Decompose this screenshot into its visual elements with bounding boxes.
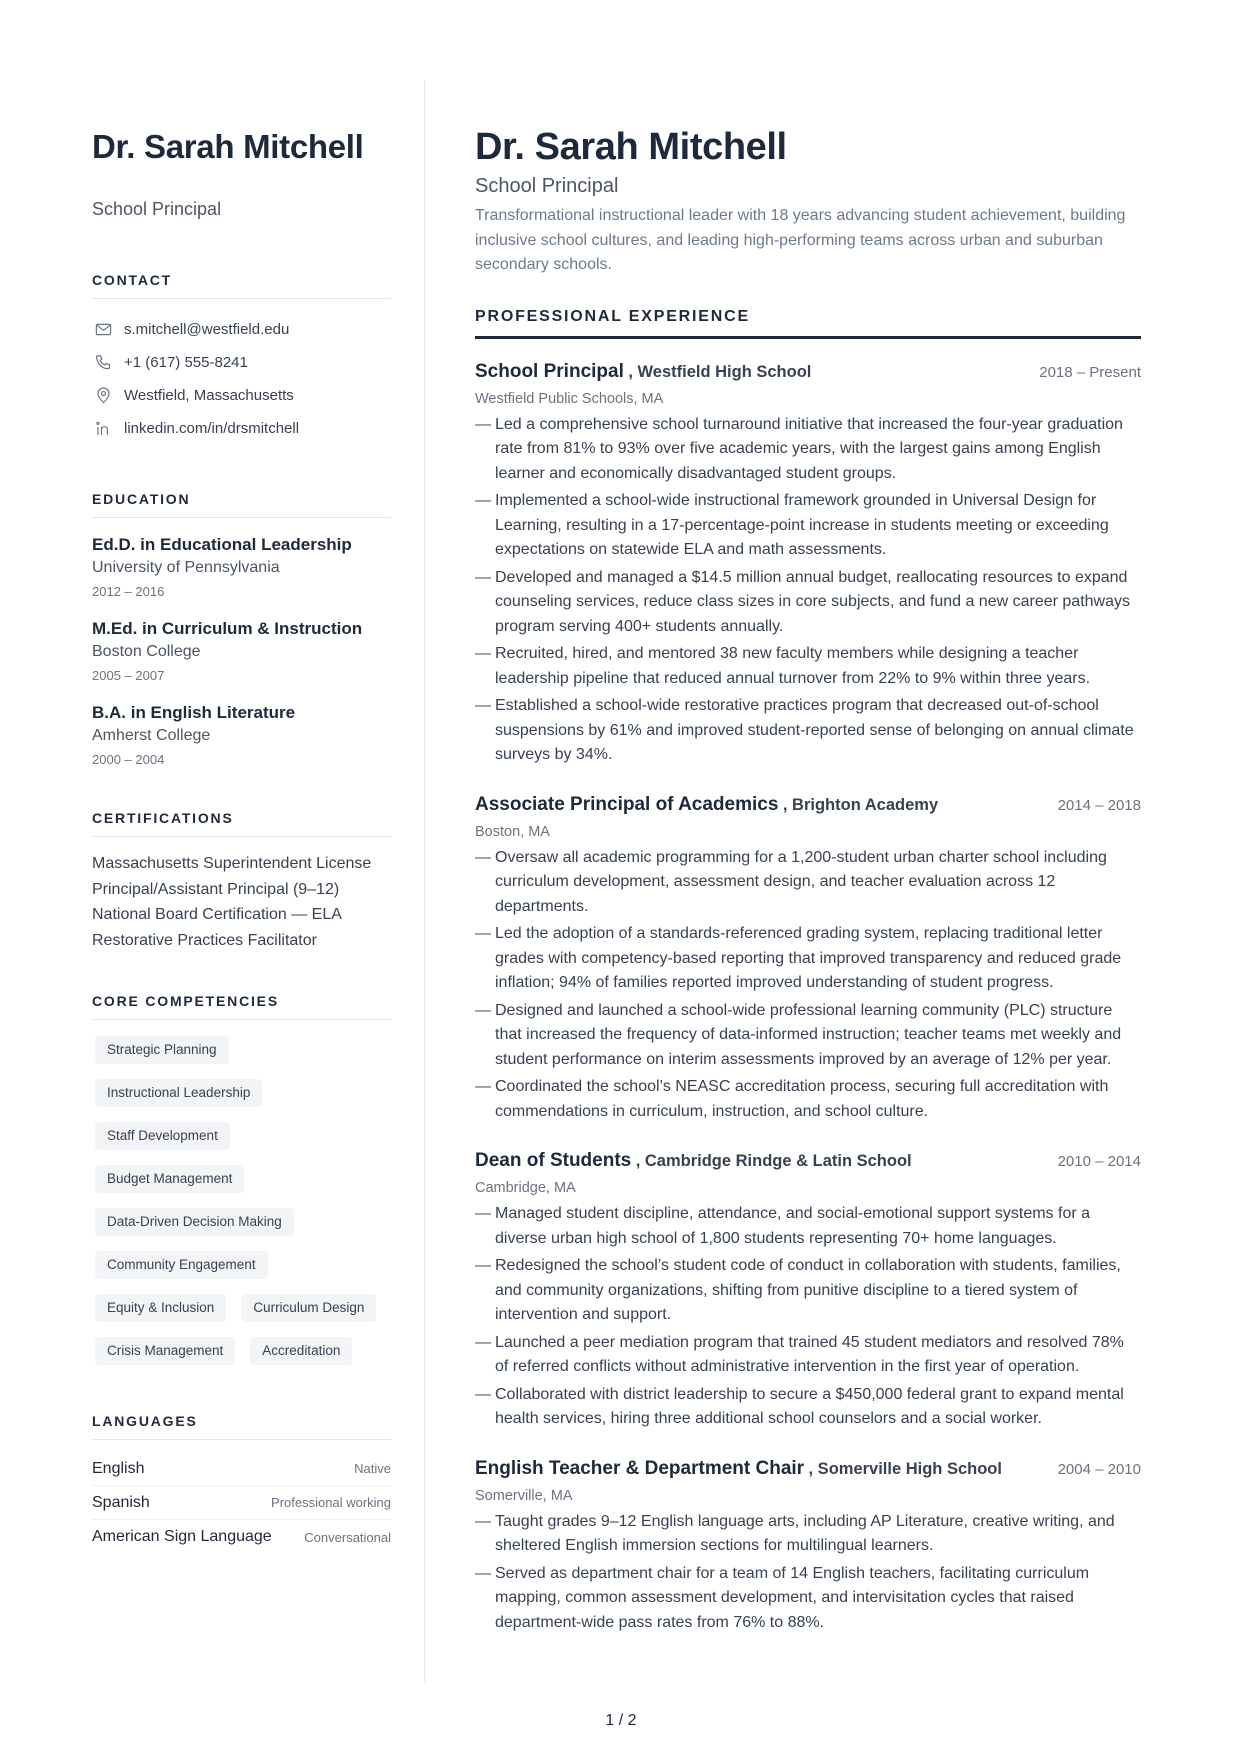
competency-chip: Instructional Leadership (95, 1079, 262, 1107)
competency-chip: Accreditation (250, 1337, 352, 1365)
bullet-item: — Managed student discipline, attendance, and social-emotional support systems for a diverse urban high school of 1,800 students representing 70+ home languages. (475, 1202, 1141, 1251)
main-title: School Principal (475, 175, 619, 197)
job-header (475, 1150, 1141, 1172)
certifications-section (92, 810, 391, 953)
main-content (475, 126, 1141, 1638)
linkedin-icon (92, 418, 114, 440)
competency-chip: Data-Driven Decision Making (95, 1208, 294, 1236)
language-row (92, 1452, 391, 1486)
contact-location (92, 379, 391, 412)
bullet-text: Designed and launched a school-wide professional learning community (PLC) structure that increased the frequency of data-informed instruction; teacher teams met weekly and student performance on interim assessments improved by an average of 12% per year. (495, 1001, 1122, 1068)
job-dates: 2014 – 2018 (1057, 796, 1141, 814)
bullet-item: — Oversaw all academic programming for a 1,200-student urban charter school including curriculum development, assessment design, and teacher evaluation across 12 departments. (475, 846, 1141, 920)
job-title: School Principal (475, 360, 624, 382)
job-location: Boston, MA (475, 823, 550, 840)
bullet-item: — Served as department chair for a team of 14 English teachers, facilitating curriculum mapping, common assessment development, and intervisitation cycles that raised department-wide pass rates from 76% to 88%. (475, 1562, 1141, 1636)
job-bullets (475, 1510, 1141, 1636)
job-header (475, 1458, 1141, 1480)
column-divider (424, 80, 425, 1682)
job-entry (475, 1458, 1141, 1636)
competency-chip: Staff Development (95, 1122, 230, 1150)
language-name: English (92, 1459, 145, 1477)
competency-chip: Equity & Inclusion (95, 1294, 226, 1322)
language-name: Spanish (92, 1493, 150, 1511)
bullet-text: Launched a peer mediation program that trained 45 student mediators and resolved 78% of referred conflicts without administrative intervention in the first year of operation. (495, 1333, 1124, 1375)
certification-item: National Board Certification — ELA (92, 906, 342, 923)
job-bullets (475, 1202, 1141, 1432)
job-title: Associate Principal of Academics (475, 793, 779, 815)
page-indicator: 1 / 2 (605, 1712, 637, 1729)
job-entry (475, 794, 1141, 1125)
location-pin-icon (92, 385, 114, 407)
job-title: English Teacher & Department Chair (475, 1457, 805, 1479)
job-location: Westfield Public Schools, MA (475, 390, 664, 407)
education-item (92, 534, 391, 602)
job-company: , Brighton Academy (782, 795, 939, 814)
contact-phone[interactable] (92, 346, 391, 379)
bullet-text: Oversaw all academic programming for a 1,200-student urban charter school including curriculum development, assessment design, and teacher evaluation across 12 departments. (495, 848, 1107, 915)
job-dates: 2010 – 2014 (1057, 1153, 1141, 1170)
certifications-list (92, 851, 391, 953)
bullet-text: Managed student discipline, attendance, and social-emotional support systems for a diverse urban high school of 1,800 students representing 70+ home languages. (495, 1205, 1091, 1247)
bullet-text: Served as department chair for a team of 14 English teachers, facilitating curriculum mapping, common assessment development, and intervisitation cycles that raised department-wide pass rates from 76% to 88%. (495, 1564, 1090, 1631)
languages-heading: LANGUAGES (92, 1413, 391, 1440)
contact-location-text: Westfield, Massachusetts (124, 387, 294, 404)
contact-section (92, 272, 391, 445)
job-title: Dean of Students (475, 1150, 632, 1171)
sidebar (92, 128, 391, 1554)
sidebar-title: School Principal (92, 199, 222, 219)
sidebar-name: Dr. Sarah Mitchell (92, 128, 364, 165)
bullet-text: Led a comprehensive school turnaround initiative that increased the four-year graduation rate from 81% to 93% over five academic years, with the largest gains among English learner and economically disadvantaged student groups. (495, 415, 1123, 482)
competency-chip: Crisis Management (95, 1337, 235, 1365)
language-level: Professional working (271, 1495, 391, 1510)
bullet-text: Implemented a school-wide instructional framework grounded in Universal Design for Learning, resulting in a 17-percentage-point increase in students meeting or exceeding expectations on statewide ELA and math assessments. (495, 492, 1109, 558)
bullet-item: — Led a comprehensive school turnaround initiative that increased the four-year graduation rate from 81% to 93% over five academic years, with the largest gains among English learner and economically disadvantaged student groups. (475, 413, 1141, 487)
job-dates: 2004 – 2010 (1057, 1460, 1141, 1478)
education-years: 2012 – 2016 (92, 584, 165, 599)
mail-icon (92, 319, 114, 341)
bullet-item: — Redesigned the school’s student code of conduct in collaboration with students, families, and community organizations, shifting from punitive discipline to a tiered system of intervention and support. (475, 1254, 1141, 1328)
job-bullets (475, 846, 1141, 1125)
competency-chip: Budget Management (95, 1165, 244, 1193)
language-row (92, 1486, 391, 1520)
job-company: , Westfield High School (628, 362, 812, 381)
bullet-text: Collaborated with district leadership to secure a $450,000 federal grant to expand mental health services, hiring three additional school counselors and a social worker. (495, 1385, 1124, 1427)
education-degree: M.Ed. in Curriculum & Instruction (92, 619, 363, 638)
education-degree: Ed.D. in Educational Leadership (92, 535, 352, 554)
contact-linkedin[interactable] (92, 412, 391, 445)
education-school: Amherst College (92, 727, 211, 744)
job-bullets (475, 413, 1141, 768)
competencies-list (92, 1036, 391, 1380)
competencies-heading: CORE COMPETENCIES (92, 993, 391, 1020)
job-location: Somerville, MA (475, 1487, 573, 1504)
job-entry (475, 1150, 1141, 1432)
job-entry (475, 361, 1141, 768)
bullet-text: Recruited, hired, and mentored 38 new faculty members while designing a teacher leadership pipeline that reduced annual turnover from 22% to 9% within three years. (495, 645, 1091, 687)
contact-email[interactable] (92, 313, 391, 346)
competencies-section (92, 993, 391, 1380)
education-degree: B.A. in English Literature (92, 703, 296, 722)
certifications-heading: CERTIFICATIONS (92, 810, 391, 837)
contact-heading: CONTACT (92, 272, 391, 299)
education-list (92, 534, 391, 770)
certification-item: Principal/Assistant Principal (9–12) (92, 880, 340, 898)
certification-item: Massachusetts Superintendent License (92, 855, 372, 872)
education-school: Boston College (92, 643, 201, 660)
bullet-item: — Launched a peer mediation program that trained 45 student mediators and resolved 78% of referred conflicts without administrative intervention in the first year of operation. (475, 1331, 1141, 1380)
language-level: Native (354, 1461, 391, 1476)
job-dates: 2018 – Present (1039, 363, 1141, 381)
education-section (92, 491, 391, 770)
language-row (92, 1520, 391, 1554)
bullet-item: — Collaborated with district leadership to secure a $450,000 federal grant to expand mental health services, hiring three additional school counselors and a social worker. (475, 1383, 1141, 1432)
languages-section (92, 1413, 391, 1554)
bullet-item: — Recruited, hired, and mentored 38 new faculty members while designing a teacher leadership pipeline that reduced annual turnover from 22% to 9% within three years. (475, 642, 1141, 691)
languages-list (92, 1452, 391, 1554)
main-name: Dr. Sarah Mitchell (475, 126, 787, 168)
job-header (475, 794, 1141, 816)
contact-linkedin-text: linkedin.com/in/drsmitchell (124, 420, 300, 437)
contact-list (92, 313, 391, 445)
bullet-item: — Implemented a school-wide instructional framework grounded in Universal Design for Learning, resulting in a 17-percentage-point increase in students meeting or exceeding expectations on statewide ELA and math assessments. (475, 489, 1141, 563)
education-school: University of Pennsylvania (92, 559, 280, 576)
job-header (475, 361, 1141, 383)
experience-heading: PROFESSIONAL EXPERIENCE (475, 308, 1141, 339)
bullet-text: Coordinated the school’s NEASC accreditation process, securing full accreditation with commendations in curriculum, instruction, and school culture. (495, 1078, 1109, 1120)
bullet-item: — Designed and launched a school-wide professional learning community (PLC) structure that increased the frequency of data-informed instruction; teacher teams met weekly and student performance on interim assessments improved by an average of 12% per year. (475, 999, 1141, 1073)
contact-email-text: s.mitchell@westfield.edu (124, 321, 290, 338)
competency-chip: Curriculum Design (241, 1294, 376, 1322)
education-years: 2000 – 2004 (92, 752, 165, 767)
certification-item: Restorative Practices Facilitator (92, 931, 317, 949)
bullet-item: — Led the adoption of a standards-referenced grading system, replacing traditional letter grades with competency-based reporting that improved transparency and reduced grade inflation; 94% of families reported improved understanding of student progress. (475, 922, 1141, 996)
bullet-item: — Taught grades 9–12 English language arts, including AP Literature, creative writing, and sheltered English immersion sections for multilingual learners. (475, 1510, 1141, 1559)
bullet-item: — Coordinated the school’s NEASC accreditation process, securing full accreditation with commendations in curriculum, instruction, and school culture. (475, 1075, 1141, 1124)
job-location: Cambridge, MA (475, 1180, 576, 1196)
bullet-text: Established a school-wide restorative practices program that decreased out-of-school suspensions by 61% and improved student-reported sense of belonging on annual climate surveys by 34%. (495, 697, 1134, 763)
language-level: Conversational (304, 1529, 391, 1545)
bullet-item: — Established a school-wide restorative practices program that decreased out-of-school suspensions by 61% and improved student-reported sense of belonging on annual climate surveys by 34%. (475, 694, 1141, 768)
bullet-text: Led the adoption of a standards-referenced grading system, replacing traditional letter grades with competency-based reporting that improved transparency and reduced grade inflation; 94% of families reported improved understanding of student progress. (495, 925, 1122, 991)
education-item (92, 618, 391, 686)
education-heading: EDUCATION (92, 491, 391, 518)
competency-chip: Community Engagement (95, 1251, 268, 1279)
bullet-text: Developed and managed a $14.5 million annual budget, reallocating resources to expand counseling services, reduce class sizes in core subjects, and fund a new career pathways program serving 400+ students annually. (495, 568, 1130, 635)
contact-phone-text: +1 (617) 555-8241 (124, 354, 248, 371)
summary: Transformational instructional leader with 18 years advancing student achievement, building inclusive school cultures, and leading high-performing teams across urban and suburban secondary schools. (475, 207, 1126, 273)
education-years: 2005 – 2007 (92, 668, 165, 683)
job-company: , Cambridge Rindge & Latin School (635, 1152, 912, 1170)
bullet-text: Redesigned the school’s student code of conduct in collaboration with students, families, and community organizations, shifting from punitive discipline to a tiered system of intervention and support. (495, 1257, 1121, 1323)
job-company: , Somerville High School (808, 1459, 1002, 1478)
bullet-item: — Developed and managed a $14.5 million annual budget, reallocating resources to expand counseling services, reduce class sizes in core subjects, and fund a new career pathways program serving 400+ students annually. (475, 566, 1141, 640)
bullet-text: Taught grades 9–12 English language arts, including AP Literature, creative writing, and sheltered English immersion sections for multilingual learners. (495, 1512, 1115, 1554)
education-item (92, 702, 391, 770)
language-name: American Sign Language (92, 1528, 272, 1545)
competency-chip: Strategic Planning (95, 1036, 229, 1064)
phone-icon (92, 352, 114, 374)
